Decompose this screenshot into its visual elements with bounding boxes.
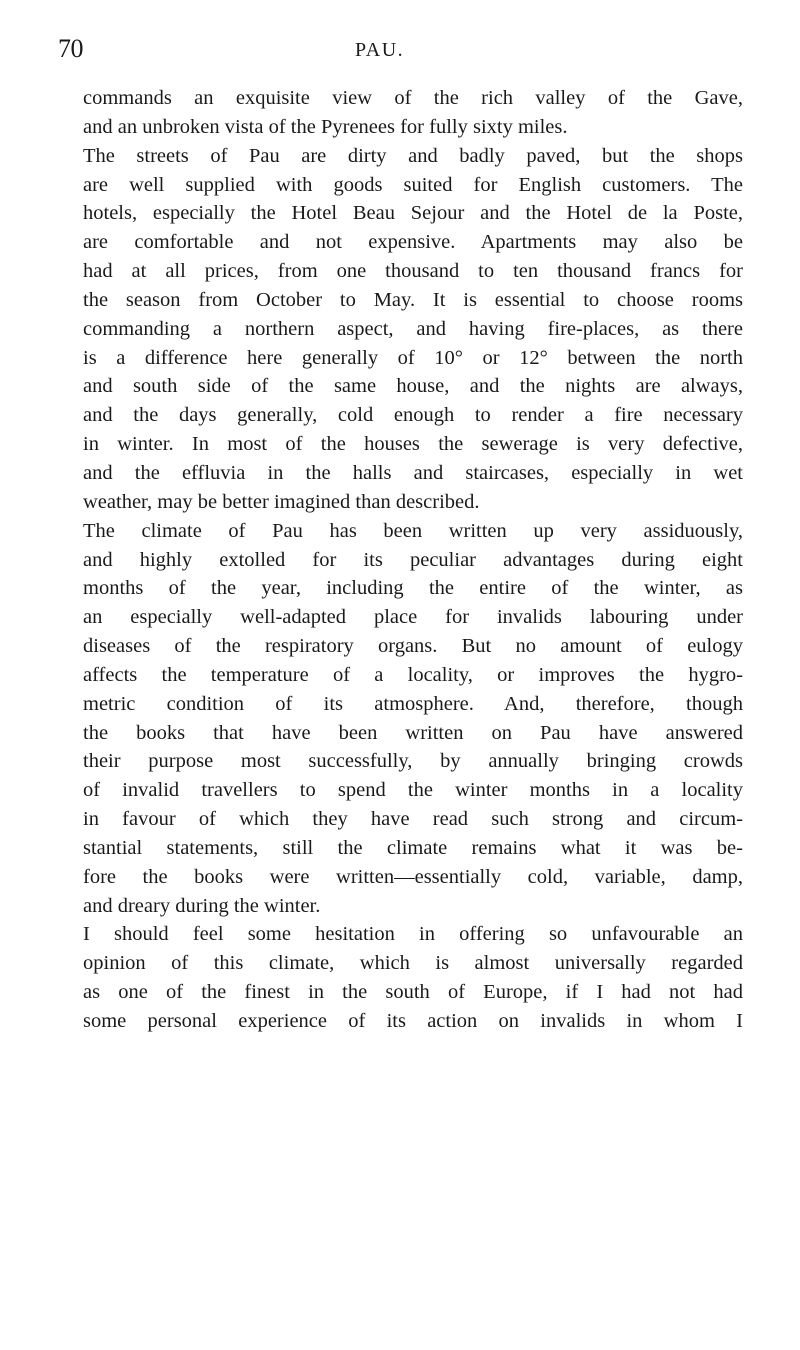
text-line: weather, may be better imagined than described. [83,490,480,513]
text-line: months of the year, including the entire of the winter, as [83,577,743,600]
body-text [83,84,743,1036]
text-line: opinion of this climate, which is almost universally regarded [83,952,743,975]
text-line: commanding a northern aspect, and having fire-places, as there [83,317,743,340]
text-line: their purpose most successfully, by annually bringing crowds [83,750,743,773]
running-title: PAU. [355,39,405,61]
text-line: in favour of which they have read such strong and circum- [83,808,743,831]
text-line: hotels, especially the Hotel Beau Sejour and the Hotel de la Poste, [83,202,743,225]
text-line: I should feel some hesitation in offering so unfavourable an [83,923,743,946]
text-line: stantial statements, still the climate remains what it was be- [83,836,743,859]
text-line: and south side of the same house, and the nights are always, [83,375,743,398]
text-line: commands an exquisite view of the rich valley of the Gave, [83,87,743,109]
text-line: and dreary during the winter. [83,894,321,917]
text-line: the season from October to May. It is essential to choose rooms [83,288,743,311]
text-line: The climate of Pau has been written up very assiduously, [83,519,743,542]
text-line: and an unbroken vista of the Pyrenees for fully sixty miles. [83,115,568,138]
text-line: and the days generally, cold enough to render a fire necessary [83,404,743,427]
text-line: some personal experience of its action on invalids in whom I [83,1010,743,1032]
text-line: the books that have been written on Pau have answered [83,721,743,744]
text-line: metric condition of its atmosphere. And, therefore, though [83,692,743,715]
text-line: The streets of Pau are dirty and badly paved, but the shops [83,144,743,167]
text-line: is a difference here generally of 10° or 12° between the north [83,346,743,369]
text-line: and the effluvia in the halls and staircases, especially in wet [83,461,743,484]
text-line: as one of the finest in the south of Europe, if I had not had [83,981,743,1004]
text-line: diseases of the respiratory organs. But no amount of eulogy [83,635,743,658]
text-line: fore the books were written—essentially cold, variable, damp, [83,865,743,888]
text-line: affects the temperature of a locality, or improves the hygro- [83,663,743,686]
text-line: and highly extolled for its peculiar advantages during eight [83,548,743,571]
text-line: of invalid travellers to spend the winter months in a locality [83,779,743,802]
page-number: 70 [58,34,83,63]
text-line: in winter. In most of the houses the sewerage is very defective, [83,433,743,456]
text-line: are well supplied with goods suited for English customers. The [83,173,743,196]
text-line: an especially well-adapted place for invalids labouring under [83,606,743,629]
text-line: had at all prices, from one thousand to ten thousand francs for [83,260,743,283]
text-line: are comfortable and not expensive. Apartments may also be [83,231,743,254]
